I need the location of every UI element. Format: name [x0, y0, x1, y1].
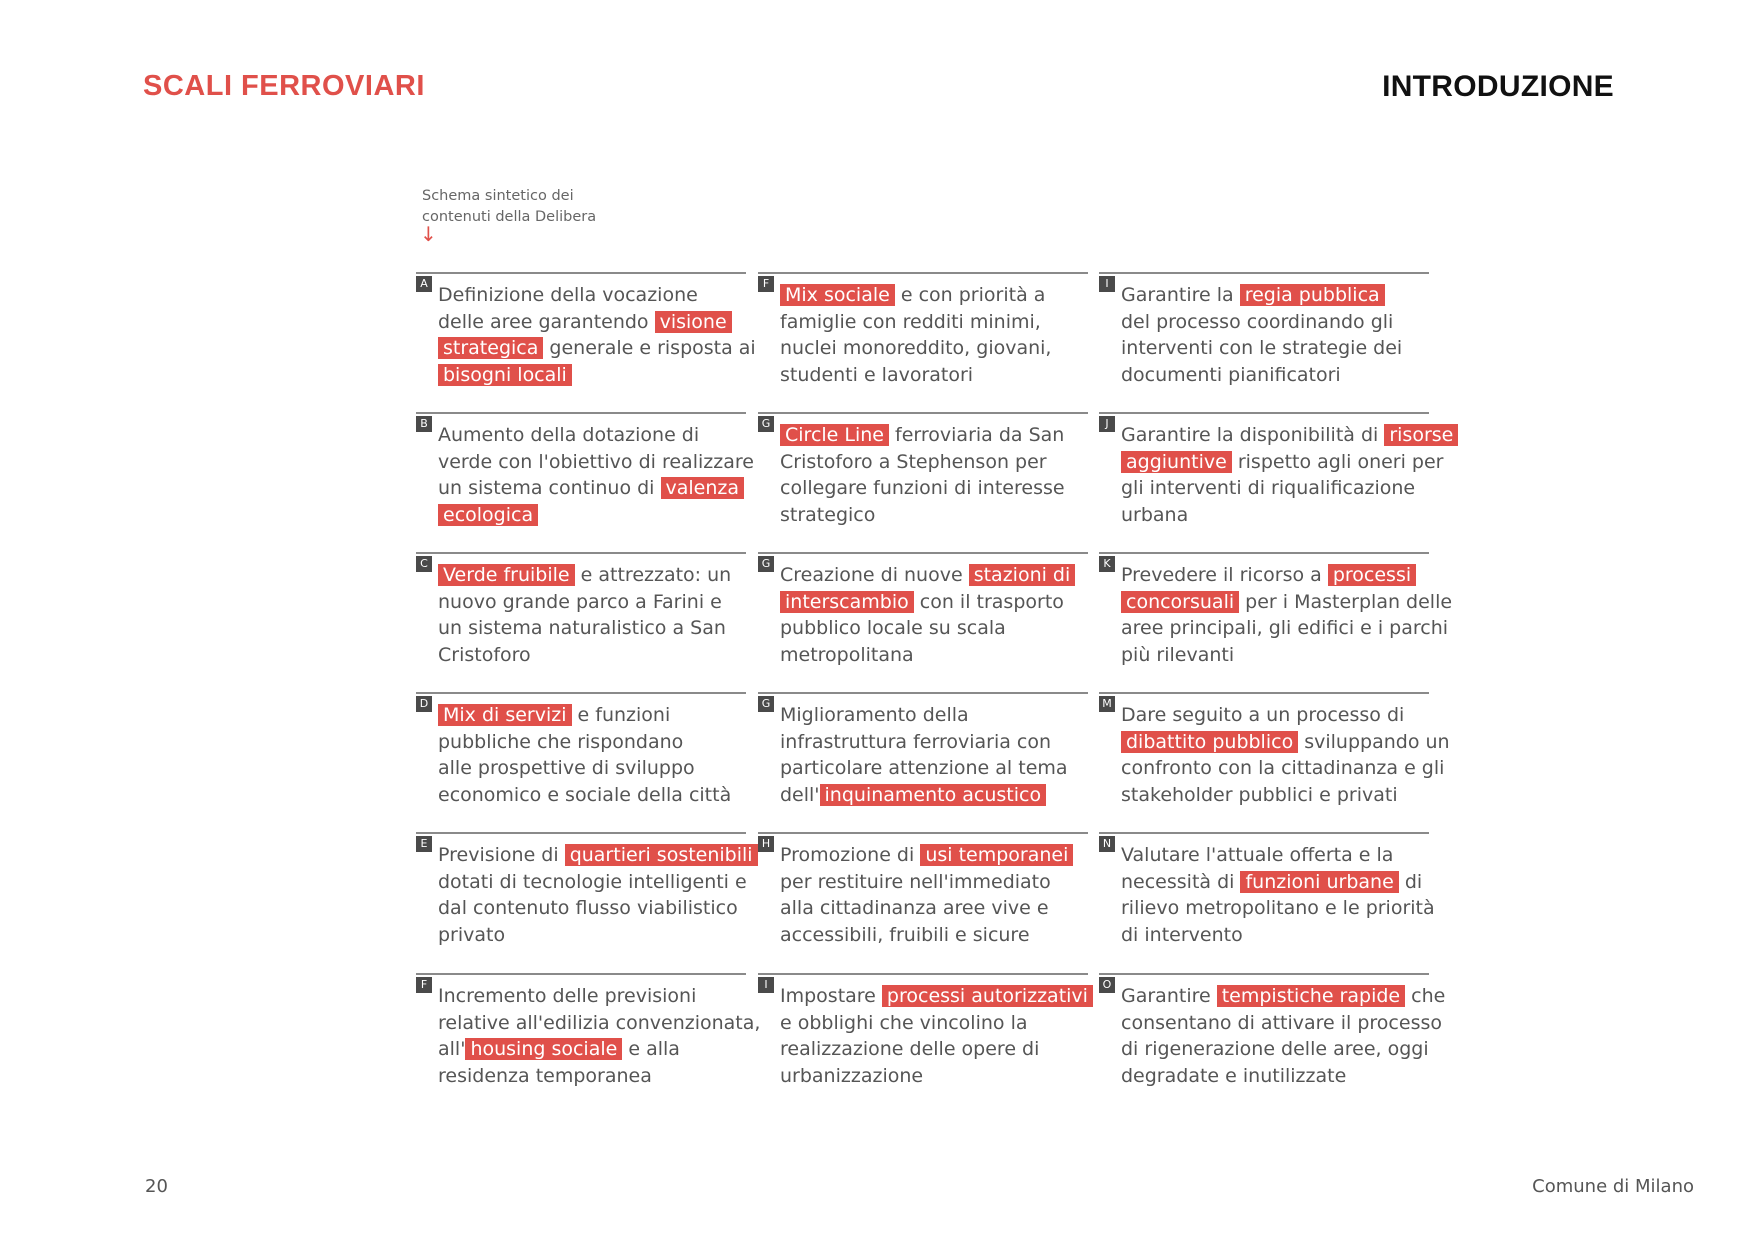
item-text-line	[438, 755, 748, 782]
item-text-segment: Aumento della dotazione di	[438, 424, 700, 446]
item-letter-badge: J	[1099, 416, 1115, 432]
item-text-segment: di intervento	[1121, 923, 1243, 946]
item-text	[780, 983, 1090, 1089]
item-text-line	[1121, 422, 1454, 449]
item-text	[1121, 562, 1453, 668]
item-text-line	[438, 1036, 748, 1063]
item-text-line	[438, 729, 748, 756]
item-text-segment: residenza temporanea	[438, 1064, 652, 1087]
item-text	[438, 422, 754, 528]
content-item-o	[1099, 973, 1446, 1093]
item-text-line	[780, 335, 1090, 362]
item-text-line	[1121, 1036, 1431, 1063]
item-text-line	[1121, 589, 1453, 616]
item-text-line	[438, 335, 756, 362]
item-text-line	[1121, 755, 1445, 782]
item-text	[438, 702, 748, 808]
item-text-segment: Previsione di	[438, 844, 565, 866]
content-item-g	[758, 692, 1088, 812]
item-text-line	[438, 449, 754, 476]
item-text-segment: dell'	[780, 783, 820, 806]
item-text-segment: sviluppando un	[1298, 730, 1450, 753]
content-item-m	[1099, 692, 1450, 812]
item-text-segment: Cristoforo	[438, 643, 531, 666]
item-text-line	[780, 589, 1090, 616]
item-text-segment: urbana	[1121, 503, 1189, 526]
schema-caption-line: contenuti della Delibera	[422, 209, 597, 225]
item-text-segment: Garantire	[1121, 985, 1217, 1007]
item-text-segment: documenti pianificatori	[1121, 363, 1341, 386]
highlighted-keyword: processi	[1328, 564, 1416, 586]
item-text-line	[780, 983, 1090, 1010]
item-text-line	[780, 729, 1090, 756]
item-text-segment: economico e sociale della città	[438, 783, 732, 806]
item-letter-badge: G	[758, 696, 774, 712]
content-item-h	[758, 832, 1088, 952]
highlighted-keyword: ecologica	[438, 504, 538, 526]
item-text-segment: e con priorità a	[894, 284, 1046, 306]
item-text-segment: che	[1405, 985, 1446, 1007]
item-text-segment: accessibili, fruibili e sicure	[780, 923, 1030, 946]
item-text-segment: e attrezzato: un	[574, 564, 732, 586]
item-text-line	[438, 475, 748, 502]
item-text-segment: Garantire la	[1121, 284, 1240, 306]
item-text	[438, 282, 756, 388]
item-letter-badge: K	[1099, 556, 1115, 572]
item-text-line	[1121, 562, 1431, 589]
item-text-segment: Incremento delle previsioni	[438, 985, 697, 1007]
item-text-line	[780, 922, 1090, 949]
item-text-line	[438, 282, 748, 309]
item-text-line	[1121, 842, 1431, 869]
item-text-segment: alla cittadinanza aree vive e	[780, 897, 1049, 919]
item-text-segment: pubbliche che rispondano	[438, 730, 684, 753]
content-item-c	[416, 552, 746, 672]
item-text-segment: ferroviaria da San	[889, 424, 1065, 446]
item-text-line	[1121, 449, 1444, 476]
item-text-line	[1121, 362, 1431, 389]
item-text-segment: delle aree garantendo	[438, 310, 655, 333]
item-letter-badge: F	[758, 276, 774, 292]
item-text-line	[780, 782, 1090, 809]
item-text	[1121, 282, 1431, 388]
item-letter-badge: F	[416, 977, 432, 993]
item-text-segment: nuovo grande parco a Farini e	[438, 590, 722, 613]
item-text-line	[780, 895, 1090, 922]
item-letter-badge: M	[1099, 696, 1115, 712]
content-item-k	[1099, 552, 1453, 672]
item-letter-badge: O	[1099, 977, 1115, 993]
item-text-segment: confronto con la cittadinanza e gli	[1121, 757, 1445, 779]
highlighted-keyword: processi autorizzativi	[882, 985, 1093, 1007]
highlighted-keyword: inquinamento acustico	[820, 784, 1047, 806]
item-text	[438, 983, 761, 1089]
item-text-segment: gli interventi di riqualificazione	[1121, 477, 1416, 499]
item-text-line	[438, 362, 748, 389]
item-text-segment: e alla	[622, 1038, 680, 1060]
content-item-i	[1099, 272, 1429, 392]
schema-caption-line: Schema sintetico dei	[422, 188, 574, 204]
item-text-line	[438, 615, 748, 642]
item-text-line	[780, 1010, 1090, 1037]
highlighted-keyword: Mix di servizi	[438, 704, 572, 726]
item-text-line	[780, 449, 1090, 476]
highlighted-keyword: bisogni locali	[438, 364, 572, 386]
item-text-line	[1121, 309, 1431, 336]
item-text-line	[438, 869, 748, 896]
item-letter-badge: B	[416, 416, 432, 432]
item-text-segment: con il trasporto	[913, 590, 1064, 613]
item-text-line	[780, 842, 1090, 869]
item-letter-badge: A	[416, 276, 432, 292]
item-text-line	[780, 615, 1090, 642]
item-text-segment: e obblighi che vincolino la	[780, 1011, 1028, 1034]
item-text-segment: necessità di	[1121, 870, 1241, 893]
item-text-line	[438, 502, 748, 529]
item-text-line	[1121, 1010, 1442, 1037]
item-text-segment: rispetto agli oneri per	[1231, 450, 1444, 473]
content-item-i	[758, 973, 1088, 1093]
item-text-line	[1121, 615, 1449, 642]
item-text-segment: degradate e inutilizzate	[1121, 1064, 1347, 1087]
content-item-n	[1099, 832, 1435, 952]
item-letter-badge: H	[758, 836, 774, 852]
item-text	[438, 562, 748, 668]
item-text-line	[1121, 1063, 1431, 1090]
item-text-line	[438, 589, 748, 616]
highlighted-keyword: usi temporanei	[920, 844, 1073, 866]
item-text-segment: rilievo metropolitano e le priorità	[1121, 897, 1435, 919]
item-text-line	[438, 309, 748, 336]
item-text-segment: Valutare l'attuale offerta e la	[1121, 844, 1394, 866]
item-text-segment: Garantire la disponibilità di	[1121, 424, 1385, 446]
item-text	[780, 702, 1090, 808]
schema-caption	[422, 186, 662, 228]
content-item-f	[416, 973, 761, 1093]
item-letter-badge: G	[758, 416, 774, 432]
highlighted-keyword: risorse	[1384, 424, 1458, 446]
highlighted-keyword: aggiuntive	[1121, 451, 1232, 473]
item-text-line	[1121, 702, 1431, 729]
item-text-line	[1121, 642, 1431, 669]
item-text	[780, 842, 1090, 948]
highlighted-keyword: housing sociale	[465, 1038, 622, 1060]
item-text-segment: un sistema continuo di	[438, 477, 661, 499]
item-text-segment: privato	[438, 923, 506, 946]
item-text-line	[780, 422, 1090, 449]
item-text-segment: più rilevanti	[1121, 643, 1235, 666]
item-text-line	[780, 309, 1090, 336]
item-text-line	[780, 755, 1090, 782]
item-text-segment: famiglie con redditi minimi,	[780, 310, 1041, 333]
item-text-segment: collegare funzioni di interesse	[780, 477, 1065, 499]
item-text-line	[438, 702, 748, 729]
item-text-line	[1121, 502, 1431, 529]
item-text-segment: del processo coordinando gli	[1121, 310, 1394, 333]
item-text	[780, 562, 1090, 668]
item-text-line	[780, 475, 1090, 502]
item-text-line	[780, 1036, 1090, 1063]
item-text-segment: Miglioramento della	[780, 704, 969, 726]
item-letter-badge: E	[416, 836, 432, 852]
item-letter-badge: D	[416, 696, 432, 712]
publisher-name: Comune di Milano	[1532, 1176, 1694, 1197]
item-text-line	[780, 702, 1090, 729]
item-letter-badge: I	[1099, 276, 1115, 292]
content-item-j	[1099, 412, 1454, 532]
highlighted-keyword: tempistiche rapide	[1217, 985, 1405, 1007]
item-text-segment: per restituire nell'immediato	[780, 870, 1051, 893]
item-letter-badge: G	[758, 556, 774, 572]
item-text-segment: Prevedere il ricorso a	[1121, 564, 1328, 586]
item-text-segment: Dare seguito a un processo di	[1121, 704, 1405, 726]
item-text-segment: stakeholder pubblici e privati	[1121, 783, 1398, 806]
item-text-segment: Promozione di	[780, 844, 921, 866]
highlighted-keyword: concorsuali	[1121, 591, 1239, 613]
item-text-segment: per i Masterplan delle	[1239, 590, 1453, 613]
item-text-segment: Definizione della vocazione	[438, 284, 698, 306]
chapter-title: INTRODUZIONE	[1382, 70, 1614, 103]
item-text-line	[780, 502, 1090, 529]
item-letter-badge: N	[1099, 836, 1115, 852]
item-text	[1121, 842, 1435, 948]
item-text-line	[438, 983, 748, 1010]
highlighted-keyword: stazioni di	[969, 564, 1076, 586]
item-text-line	[438, 1063, 748, 1090]
item-text-segment: dal contenuto flusso viabilistico	[438, 897, 738, 919]
item-text-line	[438, 782, 748, 809]
item-text-segment: relative all'edilizia convenzionata,	[438, 1011, 761, 1034]
content-item-d	[416, 692, 746, 812]
item-text-segment: particolare attenzione al tema	[780, 757, 1068, 779]
item-text-segment: all'	[438, 1038, 466, 1060]
item-text-segment: studenti e lavoratori	[780, 363, 974, 386]
item-text-line	[1121, 983, 1446, 1010]
content-item-f	[758, 272, 1088, 392]
item-text-line	[1121, 922, 1431, 949]
item-text-segment: realizzazione delle opere di	[780, 1038, 1040, 1060]
item-text-line	[780, 562, 1090, 589]
item-text-segment: Impostare	[780, 985, 882, 1007]
item-text-line	[438, 922, 748, 949]
item-letter-badge: I	[758, 977, 774, 993]
content-item-e	[416, 832, 753, 952]
item-text-line	[438, 562, 748, 589]
content-item-g	[758, 552, 1088, 672]
highlighted-keyword: Verde fruibile	[438, 564, 575, 586]
item-text-line	[780, 642, 1090, 669]
document-section-title: SCALI FERROVIARI	[143, 70, 425, 102]
item-text-line	[438, 642, 748, 669]
item-text-segment: generale e risposta ai	[543, 337, 756, 359]
item-text-line	[1121, 869, 1431, 896]
item-text-segment: aree principali, gli edifici e i parchi	[1121, 617, 1449, 639]
item-text-segment: verde con l'obiettivo di realizzare	[438, 450, 754, 473]
arrow-down-icon: ↓	[420, 222, 437, 246]
item-text-segment: infrastruttura ferroviaria con	[780, 730, 1052, 753]
item-text	[438, 842, 753, 948]
highlighted-keyword: valenza	[661, 477, 745, 499]
item-text-line	[1121, 282, 1431, 309]
item-letter-badge: C	[416, 556, 432, 572]
highlighted-keyword: regia pubblica	[1240, 284, 1385, 306]
highlighted-keyword: Mix sociale	[780, 284, 895, 306]
highlighted-keyword: Circle Line	[780, 424, 889, 446]
item-text-line	[438, 422, 748, 449]
item-text-segment: urbanizzazione	[780, 1064, 924, 1087]
content-item-g	[758, 412, 1088, 532]
item-text-line	[1121, 475, 1431, 502]
highlighted-keyword: funzioni urbane	[1240, 871, 1398, 893]
item-text-line	[1121, 729, 1450, 756]
item-text-segment: metropolitana	[780, 643, 914, 666]
item-text-line	[438, 842, 753, 869]
highlighted-keyword: strategica	[438, 337, 543, 359]
item-text-line	[438, 1010, 761, 1037]
highlighted-keyword: quartieri sostenibili	[565, 844, 758, 866]
item-text-line	[780, 362, 1090, 389]
item-text-line	[1121, 335, 1431, 362]
item-text-line	[438, 895, 748, 922]
item-text-line	[1121, 782, 1431, 809]
content-item-a	[416, 272, 756, 392]
item-text-segment: un sistema naturalistico a San	[438, 617, 726, 639]
item-text	[1121, 983, 1446, 1089]
highlighted-keyword: dibattito pubblico	[1121, 731, 1298, 753]
item-text-segment: interventi con le strategie dei	[1121, 337, 1403, 359]
item-text	[1121, 422, 1454, 528]
item-text	[780, 282, 1090, 388]
item-text-segment: consentano di attivare il processo	[1121, 1011, 1442, 1034]
page-number: 20	[145, 1176, 168, 1197]
item-text-segment: Cristoforo a Stephenson per	[780, 450, 1047, 473]
item-text-segment: e funzioni	[571, 704, 671, 726]
item-text-segment: di	[1398, 870, 1423, 893]
item-text-line	[780, 1063, 1090, 1090]
item-text-segment: Creazione di nuove	[780, 564, 969, 586]
highlighted-keyword: visione	[655, 311, 732, 333]
item-text-segment: di rigenerazione delle aree, oggi	[1121, 1038, 1429, 1060]
item-text-segment: dotati di tecnologie intelligenti e	[438, 870, 747, 893]
content-item-b	[416, 412, 754, 532]
highlighted-keyword: interscambio	[780, 591, 914, 613]
item-text-line	[780, 282, 1090, 309]
item-text-segment: strategico	[780, 503, 876, 526]
item-text-line	[780, 869, 1090, 896]
item-text-segment: nuclei monoreddito, giovani,	[780, 337, 1052, 359]
item-text	[780, 422, 1090, 528]
item-text-segment: pubblico locale su scala	[780, 617, 1006, 639]
item-text	[1121, 702, 1450, 808]
item-text-line	[1121, 895, 1435, 922]
item-text-segment: alle prospettive di sviluppo	[438, 757, 695, 779]
